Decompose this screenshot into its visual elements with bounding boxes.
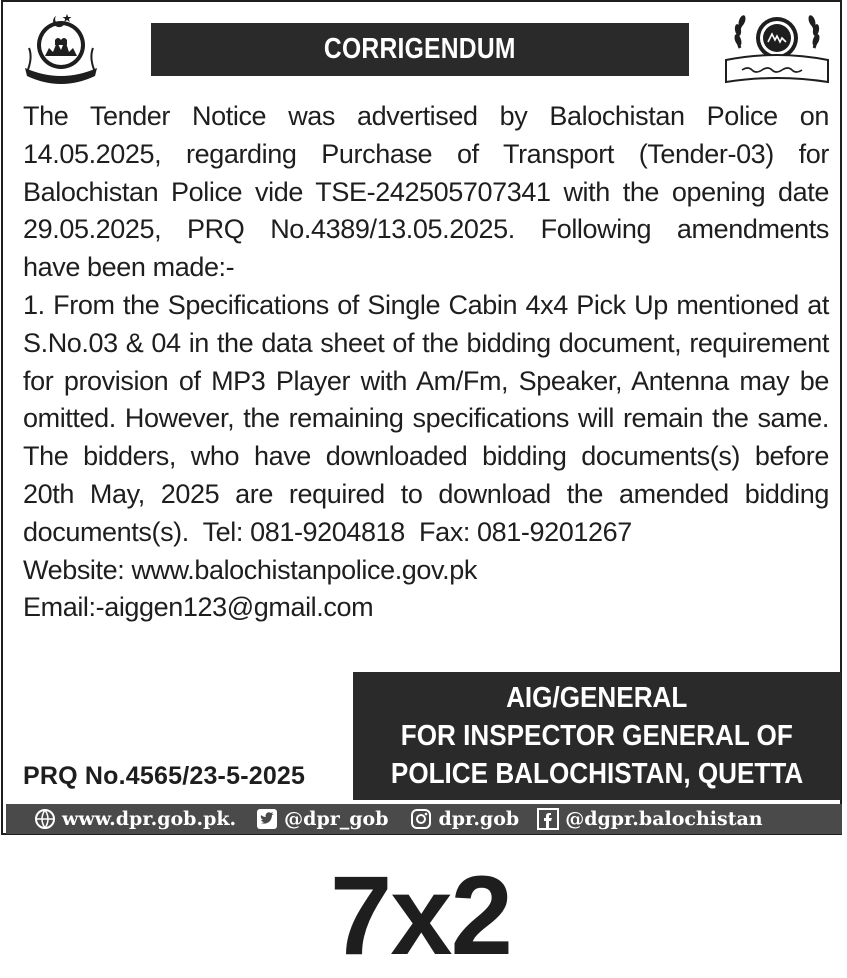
body-line-3: Balochistan Police vide TSE-242505707341 with the opening date — [23, 176, 829, 207]
notice-frame — [1, 0, 842, 835]
dgpr-emblem-icon — [718, 8, 836, 90]
website-line: Website: www.balochistanpolice.gov.pk — [23, 554, 477, 585]
body-line-7: S.No.03 & 04 in the data sheet of the bidding document, requirement — [23, 327, 829, 358]
prq-number: PRQ No.4565/23-5-2025 — [23, 762, 306, 790]
facebook-icon — [537, 808, 559, 830]
footer-facebook-text: @dgpr.balochistan — [565, 808, 763, 830]
balochistan-government-emblem-icon — [15, 10, 107, 90]
body-line-8: for provision of MP3 Player with Am/Fm, Speaker, Antenna may be — [23, 365, 829, 396]
body-line-9: omitted. However, the remaining specifications will remain the same. — [23, 403, 829, 434]
email-line: Email:-aiggen123@gmail.com — [23, 592, 374, 623]
corrigendum-heading — [151, 23, 689, 76]
signature-line-2: FOR INSPECTOR GENERAL OF — [400, 720, 794, 752]
twitter-icon — [256, 808, 278, 830]
corrigendum-body — [23, 98, 829, 627]
footer-twitter — [256, 808, 388, 830]
footer-twitter-text: @dpr_gob — [284, 808, 389, 830]
footer-instagram — [410, 808, 519, 830]
signature-block — [353, 672, 841, 800]
instagram-icon — [410, 808, 432, 830]
social-footer-bar — [6, 804, 842, 834]
body-line-12: documents(s). Tel: 081-9204818 Fax: 081-9201267 — [23, 516, 632, 547]
signature-line-1: AIG/GENERAL — [506, 682, 688, 714]
footer-website — [34, 808, 236, 830]
body-line-10: The bidders, who have downloaded bidding documents(s) before — [23, 441, 829, 472]
body-line-4: 29.05.2025, PRQ No.4389/13.05.2025. Following amendments — [23, 214, 829, 245]
body-line-5: have been made:- — [23, 252, 235, 283]
body-line-1: The Tender Notice was advertised by Balochistan Police on — [23, 101, 829, 131]
footer-facebook — [537, 808, 762, 830]
footer-website-text: www.dpr.gob.pk. — [62, 808, 237, 830]
signature-line-3: POLICE BALOCHISTAN, QUETTA — [390, 758, 804, 790]
corrigendum-heading-text: CORRIGENDUM — [324, 33, 516, 65]
footer-instagram-text: dpr.gob — [438, 808, 520, 830]
body-line-2: 14.05.2025, regarding Purchase of Transport (Tender-03) for — [23, 138, 829, 169]
body-line-11: 20th May, 2025 are required to download the amended bidding — [23, 478, 829, 509]
ad-size-label: 7x2 — [330, 853, 511, 978]
globe-icon — [34, 808, 56, 830]
body-line-6: 1. From the Specifications of Single Cabin 4x4 Pick Up mentioned at — [23, 289, 829, 320]
